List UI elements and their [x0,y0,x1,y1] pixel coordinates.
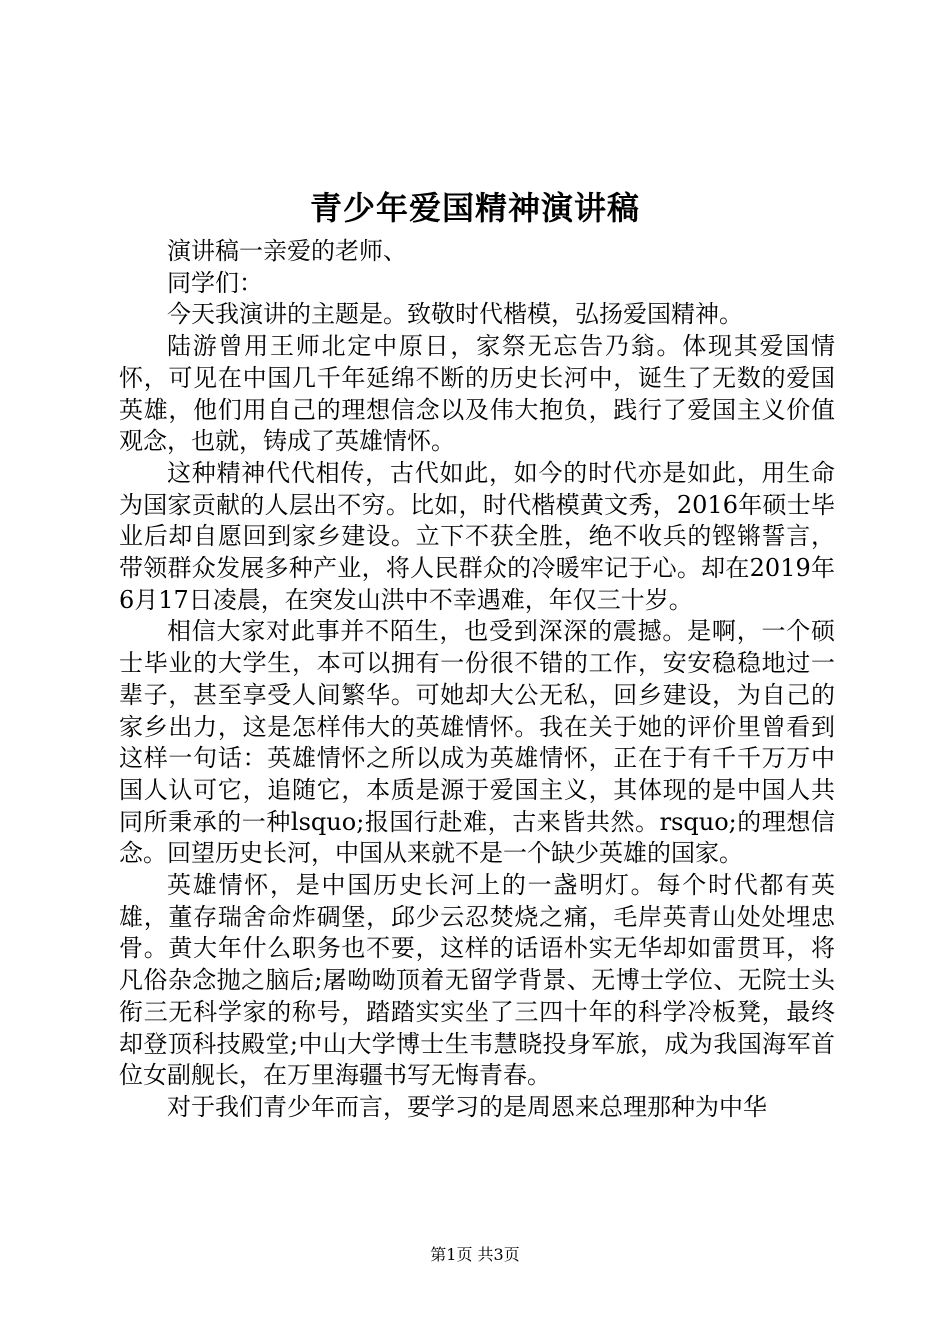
paragraph-youth: 对于我们青少年而言，要学习的是周恩来总理那种为中华 [167,1092,767,1121]
paragraph-huang-wenxiu: 这种精神代代相传，古代如此，如今的时代亦是如此，用生命为国家贡献的人层出不穷。比如，时代楷模黄文秀，2016年硕士毕业后却自愿回到家乡建设。立下不获全胜，绝不收兵的铿锵誓言，带领群众发展多种产业，将人民群众的冷暖牢记于心。却在2019年6月17日凌晨，在突发山洪中不幸遇难，年仅三十岁。 [119,458,835,614]
paragraph-audience: 同学们： [167,268,263,297]
paragraph-theme: 今天我演讲的主题是。致敬时代楷模，弘扬爱国精神。 [167,300,743,329]
page-title: 青少年爱国精神演讲稿 [309,189,640,227]
paragraph-reflection: 相信大家对此事并不陌生，也受到深深的震撼。是啊，一个硕士毕业的大学生，本可以拥有一份很不错的工作，安安稳稳地过一辈子，甚至享受人间繁华。可她却大公无私，回乡建设，为自己的家乡出力，这是怎样伟大的英雄情怀。我在关于她的评价里曾看到这样一句话：英雄情怀之所以成为英雄情怀，正在于有千千万万中国人认可它，追随它，本质是源于爱国主义，其体现的是中国人共同所秉承的一种lsquo;报国行赴难，古来皆共然。rsquo;的理想信念。回望历史长河，中国从来就不是一个缺少英雄的国家。 [119,617,835,868]
paragraph-salutation: 演讲稿一亲爱的老师、 [167,237,407,265]
document-body [119,236,835,1124]
page-number-footer: 第1页 共3页 [430,1245,520,1264]
paragraph-heroes: 英雄情怀，是中国历史长河上的一盏明灯。每个时代都有英雄，董存瑞舍命炸碉堡，邱少云忍焚烧之痛，毛岸英青山处处埋忠骨。黄大年什么职务也不要，这样的话语朴实无华却如雷贯耳，将凡俗杂念抛之脑后;屠呦呦顶着无留学背景、无博士学位、无院士头衔三无科学家的称号，踏踏实实坐了三四十年的科学冷板凳，最终却登顶科技殿堂;中山大学博士生韦慧晓投身军旅，成为我国海军首位女副舰长，在万里海疆书写无悔青春。 [119,871,835,1090]
paragraph-luyou: 陆游曾用王师北定中原日，家祭无忘告乃翁。体现其爱国情怀，可见在中国几千年延绵不断的历史长河中，诞生了无数的爱国英雄，他们用自己的理想信念以及伟大抱负，践行了爱国主义价值观念，也就，铸成了英雄情怀。 [119,332,835,456]
